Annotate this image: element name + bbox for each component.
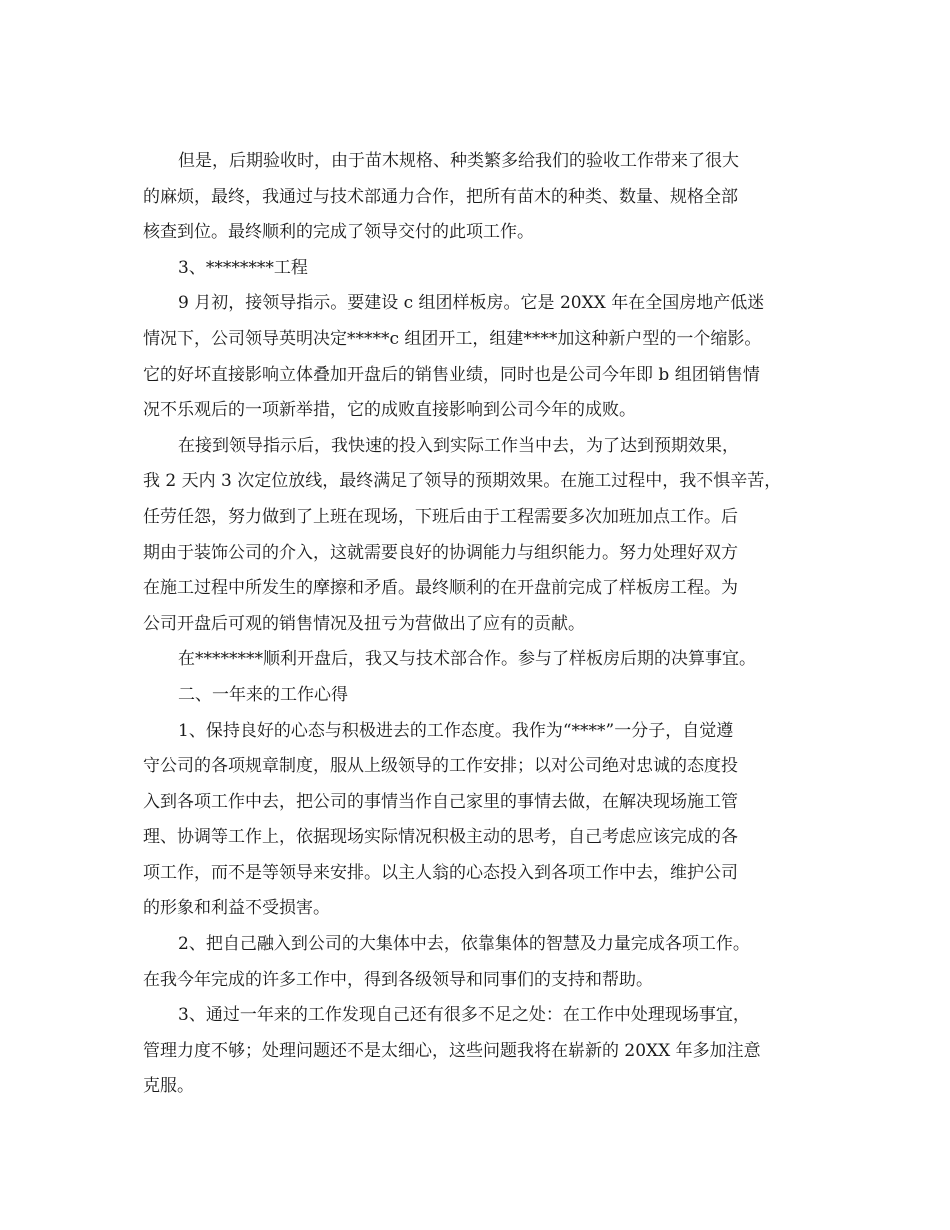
document-line: 在施工过程中所发生的摩擦和矛盾。最终顺利的在开盘前完成了样板房工程。为: [143, 578, 738, 599]
document-line: 3、通过一年来的工作发现自己还有很多不足之处：在工作中处理现场事宜，: [178, 1005, 750, 1026]
document-line: 3、********工程: [178, 257, 308, 278]
document-line: 2、把自己融入到公司的大集体中去，依靠集体的智慧及力量完成各项工作。: [178, 934, 750, 955]
document-line: 理、协调等工作上，依据现场实际情况积极主动的思考，自己考虑应该完成的各: [143, 827, 738, 848]
document-line: 在********顺利开盘后，我又与技术部合作。参与了样板房后期的决算事宜。: [178, 649, 756, 670]
document-line: 但是，后期验收时，由于苗木规格、种类繁多给我们的验收工作带来了很大: [178, 151, 739, 171]
document-line: 情况下，公司领导英明决定*****c 组团开工，组建****加这种新户型的一个缩影。: [143, 328, 762, 349]
document-line: 它的好坏直接影响立体叠加开盘后的销售业绩，同时也是公司今年即 b 组团销售情: [143, 364, 760, 385]
document-line: 在接到领导指示后，我快速的投入到实际工作当中去，为了达到预期效果，: [178, 435, 739, 456]
document-line: 况不乐观后的一项新举措，它的成败直接影响到公司今年的成败。: [143, 400, 636, 421]
document-line: 守公司的各项规章制度，服从上级领导的工作安排；以对公司绝对忠诚的态度投: [143, 756, 738, 777]
document-line: 入到各项工作中去，把公司的事情当作自己家里的事情去做，在解决现场施工管: [143, 791, 738, 812]
document-line: 的形象和利益不受损害。: [143, 898, 330, 919]
document-line: 我 2 天内 3 次定位放线，最终满足了领导的预期效果。在施工过程中，我不惧辛苦，: [143, 471, 782, 492]
document-line: 在我今年完成的许多工作中，得到各级领导和同事们的支持和帮助。: [143, 969, 653, 990]
document-line: 二、一年来的工作心得: [178, 684, 348, 705]
document-line: 的麻烦，最终，我通过与技术部通力合作，把所有苗木的种类、数量、规格全部: [143, 186, 738, 207]
document-line: 1、保持良好的心态与积极进去的工作态度。我作为“****”一分子，自觉遵: [178, 720, 734, 741]
document-line: 项工作，而不是等领导来安排。以主人翁的心态投入到各项工作中去，维护公司: [143, 862, 738, 883]
document-line: 核查到位。最终顺利的完成了领导交付的此项工作。: [143, 222, 534, 243]
document-body: [143, 144, 833, 1105]
document-line: 公司开盘后可观的销售情况及扭亏为营做出了应有的贡献。: [143, 613, 585, 634]
document-line: 管理力度不够；处理问题还不是太细心，这些问题我将在崭新的 20XX 年多加注意: [143, 1040, 761, 1061]
document-line: 期由于装饰公司的介入，这就需要良好的协调能力与组织能力。努力处理好双方: [143, 542, 738, 563]
document-line: 9 月初，接领导指示。要建设 c 组团样板房。它是 20XX 年在全国房地产低迷: [178, 293, 765, 314]
document-line: 任劳任怨，努力做到了上班在现场，下班后由于工程需要多次加班加点工作。后: [143, 506, 738, 527]
document-line: 克服。: [143, 1076, 194, 1097]
